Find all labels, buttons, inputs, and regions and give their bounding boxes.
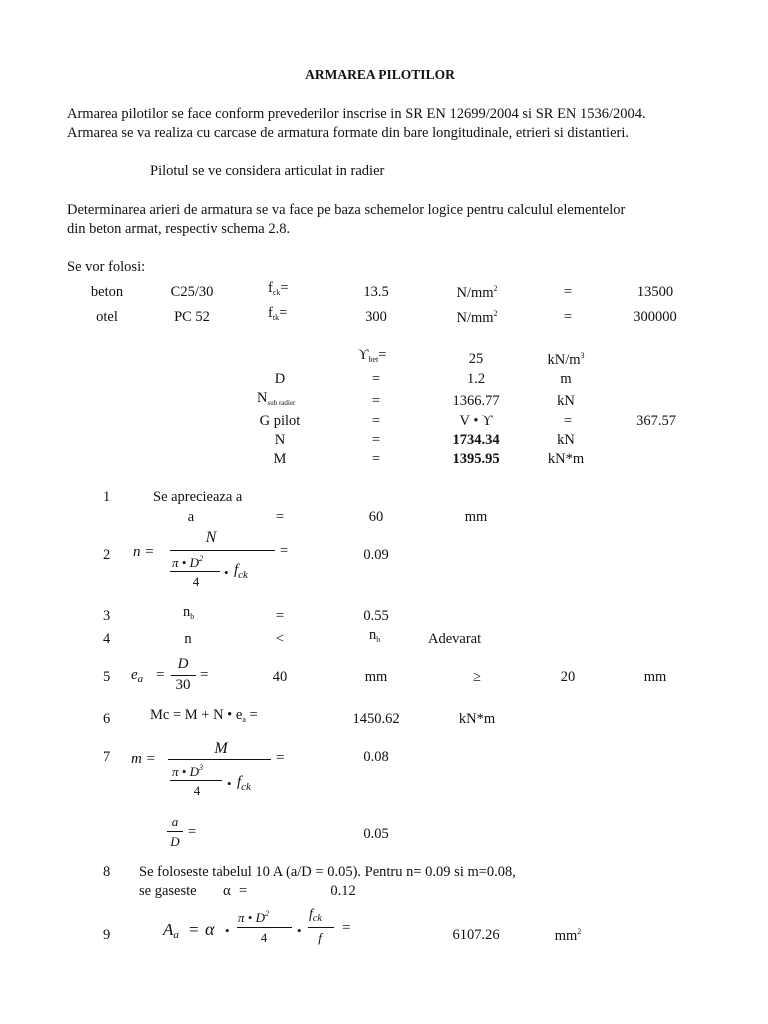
step-6-formula: Mc = M + N • $e_a$ = [150,707,258,724]
step-5-unit2: mm [643,669,667,685]
material-symbol: $f_{tk}=$ [268,305,288,322]
step-1-value: 60 [368,509,384,525]
page-title: ARMAREA PILOTILOR [305,67,455,82]
intro-line-3: Determinarea arieri de armatura se va face pe baza schemelor logice pentru calculul elementelor [67,202,626,218]
intro-line-4: din beton armat, respectiv schema 2.8. [67,221,291,237]
material-equals: = [563,309,573,325]
step-5-value2: 20 [560,669,576,685]
step-1-text: Se aprecieaza a [153,489,243,505]
step-8-line-1: Se foloseste tabelul 10 A (a/D = 0.05). Pentru n= 0.09 si m=0.08, [139,864,516,880]
material-grade: PC 52 [174,309,210,325]
step-5-op: ≥ [473,669,481,685]
step-1-eq: = [275,509,285,525]
step-4-label: n [184,631,192,647]
step-1-unit: mm [464,509,488,525]
step-4-rhs: $n_b$ [369,627,381,644]
material-name: otel [96,309,118,325]
fraction-bar [170,571,220,572]
step-7-value: 0.08 [363,749,389,765]
step-6-unit: kN*m [458,711,496,727]
step-9-number: 9 [103,927,111,943]
intro-note: Pilotul se ve considera articulat in radier [150,163,385,179]
fraction-bar [308,927,334,928]
param-n-eq: = [371,432,381,448]
step-8-line-2: se gaseste [139,883,197,899]
material-name: beton [90,284,124,300]
step-7b-value: 0.05 [363,826,389,842]
param-m-value: 1395.95 [452,451,500,467]
fraction-bar [171,675,196,676]
param-g-value: 367.57 [636,413,676,429]
step-4-result: Adevarat [428,631,482,647]
param-d-eq: = [371,371,381,387]
step-5-number: 5 [103,669,111,685]
step-4-number: 4 [103,631,111,647]
step-5-unit: mm [364,669,388,685]
material-unit: $N/mm^2$ [456,309,498,326]
step-3-value: 0.55 [363,608,389,624]
param-n-value: 1734.34 [452,432,500,448]
param-g-formula: V • ϒ [459,413,493,429]
material-equals: = [563,284,573,300]
se-vor-folosi: Se vor folosi: [67,259,146,275]
param-gamma-value: 25 [468,351,484,367]
fraction-bar [170,780,222,781]
param-nsub-value: 1366.77 [452,393,500,409]
step-3-label: $n_b$ [183,604,195,621]
param-m-unit: kN*m [547,451,585,467]
param-n-unit: kN [557,432,575,448]
param-gamma-unit: $kN/m^3$ [547,351,585,368]
step-4-op: < [275,631,285,647]
material-symbol: $f_{ck}=$ [268,280,289,297]
param-nsub-unit: kN [557,393,575,409]
param-m-eq: = [371,451,381,467]
param-d-unit: m [560,371,572,387]
step-8-number: 8 [103,864,111,880]
step-8-eq: = [239,883,248,899]
step-7-number: 7 [103,749,111,765]
intro-line-1: Armarea pilotilor se face conform prevederilor inscrise in SR EN 12699/2004 si SR EN 1536/2004. [67,106,646,122]
step-6-number: 6 [103,711,111,727]
step-2-value: 0.09 [363,547,389,563]
param-nsub-eq: = [371,393,381,409]
fraction-bar [168,759,271,760]
material-value2: 300000 [633,309,677,325]
step-3-number: 3 [103,608,111,624]
material-value: 13.5 [363,284,389,300]
param-nsub-label: $N_{sub radier}$ [257,390,296,407]
step-1-number: 1 [103,489,111,505]
param-g-eq2: = [563,413,573,429]
step-3-eq: = [275,608,285,624]
step-6-value: 1450.62 [352,711,400,727]
param-gamma-symbol: $ϒ_{bet}=$ [358,347,387,364]
step-5-value: 40 [272,669,288,685]
param-m-label: M [273,451,287,467]
material-value: 300 [365,309,387,325]
fraction-bar [170,550,275,551]
fraction-bar [167,831,183,832]
material-grade: C25/30 [170,284,214,300]
fraction-bar [237,927,292,928]
step-2-number: 2 [103,547,111,563]
step-8-alpha: α [223,883,231,899]
param-d-value: 1.2 [466,371,486,387]
material-unit: $N/mm^2$ [456,284,498,301]
intro-line-2: Armarea se va realiza cu carcase de armatura formate din bare longitudinale, etrieri si distantieri. [67,125,630,141]
param-n-label: N [274,432,286,448]
step-9-unit: $mm^2$ [554,927,582,944]
step-9-value: 6107.26 [452,927,500,943]
param-d-label: D [274,371,286,387]
material-value2: 13500 [636,284,674,300]
step-1-label: a [187,509,195,525]
param-g-label: G pilot [259,413,301,429]
step-8-value: 0.12 [330,883,356,899]
param-g-eq: = [371,413,381,429]
